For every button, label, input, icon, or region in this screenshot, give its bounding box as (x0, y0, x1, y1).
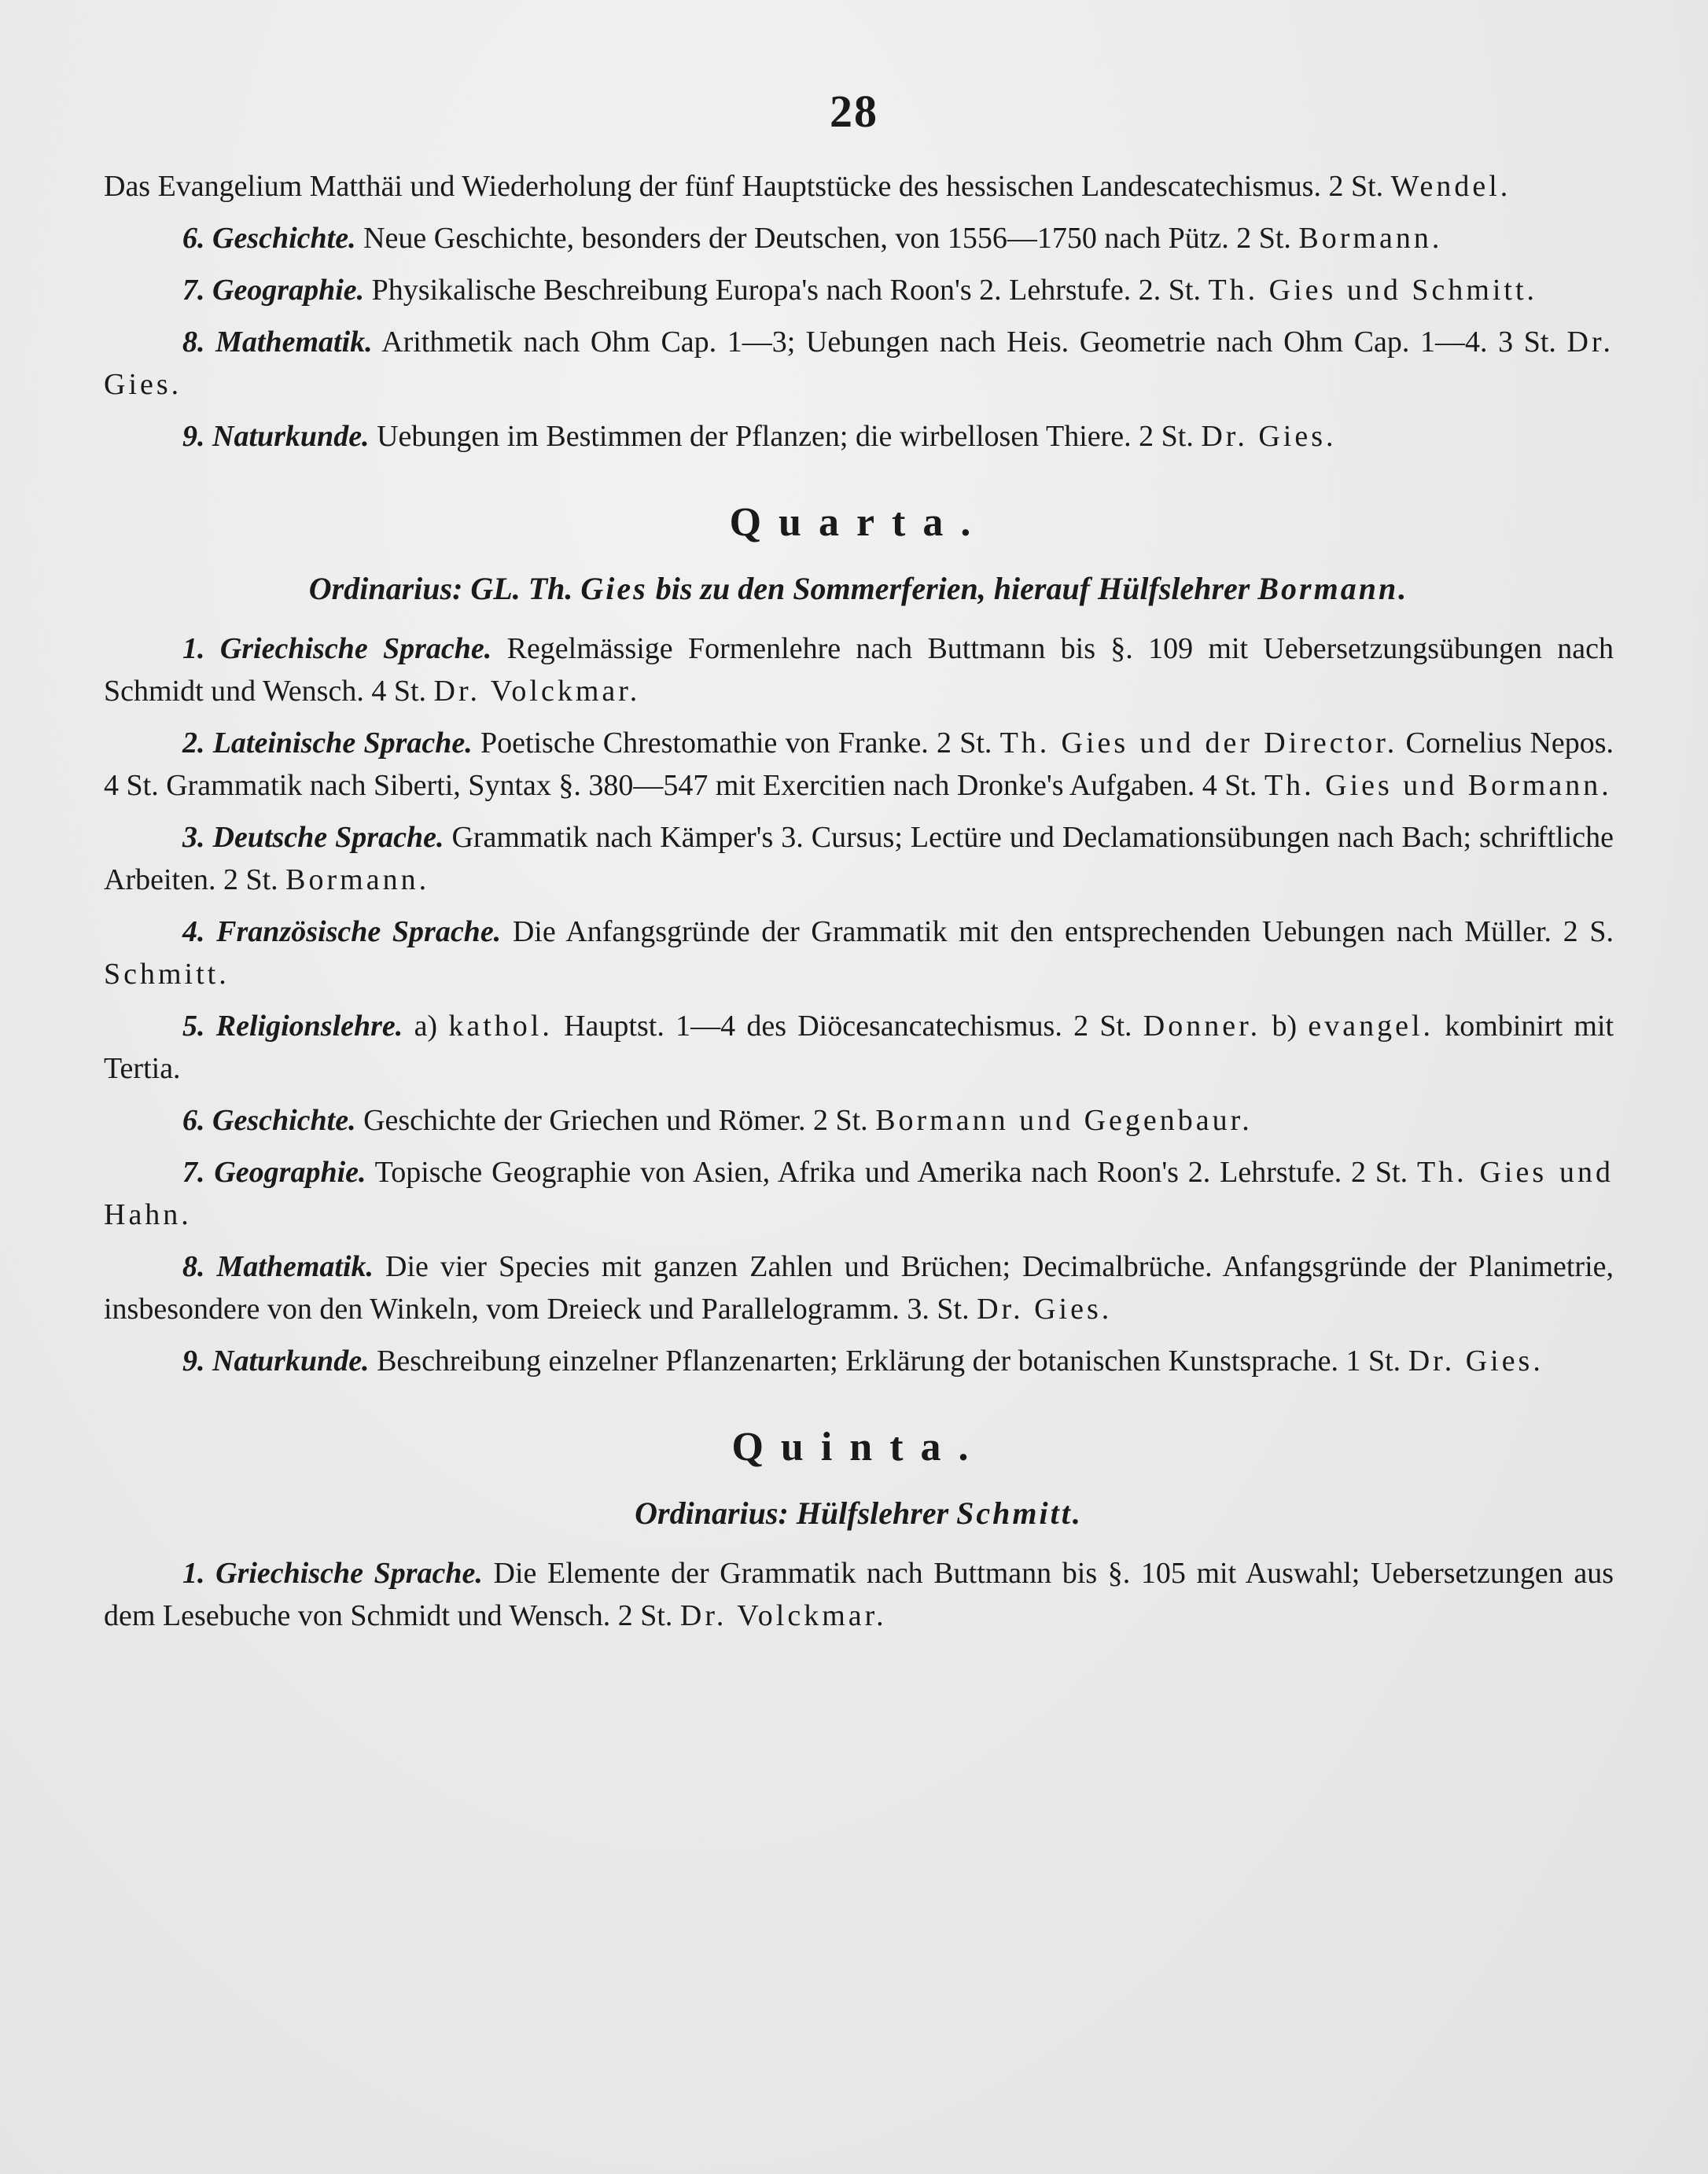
teacher-name: Bormann. (285, 863, 430, 896)
subject-title: Griechische Sprache. (219, 632, 492, 665)
item-text: Regelmässige Formenlehre nach Buttmann bis §. 109 mit Uebersetzungsübungen nach Schmidt und Wensch. 4 St. (104, 632, 1614, 708)
subject-title: Mathematik. (215, 326, 373, 359)
ordinarius-prefix: Ordinarius: Hülfslehrer (635, 1495, 949, 1531)
teacher-name: Dr. Gies. (1201, 420, 1337, 453)
item-text: Die Anfangsgründe der Grammatik mit den entsprechenden Uebungen nach Müller. 2 S. (512, 915, 1614, 948)
teacher-name: Dr. Gies. (1408, 1344, 1544, 1378)
item-text: Grammatik nach Kämper's 3. Cursus; Lectüre und Declamationsübungen nach Bach; schriftliche Arbeiten. 2 St. (104, 821, 1614, 896)
teacher-name: Th. Gies und Bormann. (1264, 769, 1612, 802)
document-body (104, 165, 1614, 1646)
item-number: 6. (182, 1104, 205, 1137)
item-number: 3. (182, 821, 205, 854)
ordinarius-name: Schmitt. (956, 1495, 1083, 1531)
teacher-name: Bormann. (1298, 222, 1443, 255)
item-text: a) (414, 1010, 438, 1043)
course-item (104, 415, 1614, 458)
section-heading-quinta: Quinta. (731, 1425, 986, 1470)
ordinarius-name: Gies (580, 571, 648, 606)
subject-title: Religionslehre. (215, 1010, 403, 1043)
course-item (104, 1552, 1614, 1637)
denomination: kathol. (448, 1010, 553, 1043)
item-text: b) (1272, 1010, 1298, 1043)
item-text: Cornelius Nepos. 4 St. Grammatik nach Siberti, Syntax §. 380—547 mit Exercitien nach Dronke's Aufgaben. 4 St. (104, 727, 1614, 802)
teacher-name: Dr. Volckmar. (433, 675, 641, 708)
item-text: Die Elemente der Grammatik nach Buttmann bis §. 105 mit Auswahl; Uebersetzungen aus dem Lesebuche von Schmidt und Wensch. 2 St. (104, 1557, 1614, 1632)
ordinarius-line-quarta (104, 568, 1614, 610)
item-text: Uebungen im Bestimmen der Pflanzen; die wirbellosen Thiere. 2 St. (377, 420, 1194, 453)
subject-title: Naturkunde. (212, 420, 370, 453)
page-number: 28 (830, 86, 878, 137)
course-item (104, 627, 1614, 712)
ordinarius-middle: bis zu den Sommerferien, hierauf Hülfslehrer (655, 571, 1250, 606)
teacher-name: Th. Gies und Hahn. (104, 1156, 1614, 1231)
teacher-name: Bormann und Gegenbaur. (875, 1104, 1253, 1137)
course-item (104, 269, 1614, 311)
subject-title: Geographie. (212, 274, 365, 307)
teacher-name: Dr. Volckmar. (679, 1599, 887, 1632)
teacher-name: Dr. Gies. (104, 326, 1614, 401)
subject-title: Deutsche Sprache. (212, 821, 444, 854)
item-number: 7. (182, 1156, 205, 1189)
item-number: 6. (182, 222, 205, 255)
item-text: Die vier Species mit ganzen Zahlen und Brüchen; Decimalbrüche. Anfangsgründe der Planimetrie, insbesondere von den Winkeln, vom Dreieck und Parallelogramm. 3. St. (104, 1250, 1614, 1326)
subject-title: Naturkunde. (212, 1344, 370, 1378)
item-number: 7. (182, 274, 205, 307)
item-text: Arithmetik nach Ohm Cap. 1—3; Uebungen nach Heis. Geometrie nach Ohm Cap. 1—4. 3 St. (381, 326, 1556, 359)
teacher-name: Th. Gies und der Director. (999, 727, 1398, 760)
item-number: 1. (182, 1557, 205, 1590)
item-text: Beschreibung einzelner Pflanzenarten; Erklärung der botanischen Kunstsprache. 1 St. (377, 1344, 1401, 1378)
item-number: 8. (182, 326, 205, 359)
course-item (104, 1245, 1614, 1330)
course-item (104, 816, 1614, 901)
course-item (104, 321, 1614, 406)
ordinarius-line-quinta (104, 1492, 1614, 1535)
item-text: Hauptst. 1—4 des Diöcesancatechismus. 2 St. (564, 1010, 1132, 1043)
item-text: Neue Geschichte, besonders der Deutschen, von 1556—1750 nach Pütz. 2 St. (363, 222, 1291, 255)
subject-title: Griechische Sprache. (215, 1557, 483, 1590)
item-number: 4. (182, 915, 205, 948)
item-text: Topische Geographie von Asien, Afrika und Amerika nach Roon's 2. Lehrstufe. 2 St. (374, 1156, 1408, 1189)
section-heading-quarta: Quarta. (729, 500, 988, 545)
course-item (104, 910, 1614, 995)
item-text: Poetische Chrestomathie von Franke. 2 St. (480, 727, 992, 760)
subject-title: Französische Sprache. (216, 915, 502, 948)
teacher-name: Donner. (1143, 1010, 1261, 1043)
course-item (104, 722, 1614, 807)
course-item (104, 1099, 1614, 1142)
teacher-name: Wendel. (1390, 170, 1511, 203)
subject-title: Geschichte. (212, 1104, 356, 1137)
ordinarius-name: Bormann. (1257, 571, 1409, 606)
course-item (104, 1340, 1614, 1382)
item-number: 5. (182, 1010, 205, 1043)
teacher-name: Th. Gies und Schmitt. (1208, 274, 1538, 307)
subject-title: Mathematik. (216, 1250, 374, 1283)
item-text: Geschichte der Griechen und Römer. 2 St. (363, 1104, 868, 1137)
item-number: 9. (182, 420, 205, 453)
paragraph-intro (104, 165, 1614, 208)
course-item (104, 1005, 1614, 1090)
teacher-name: Dr. Gies. (977, 1293, 1113, 1326)
item-number: 2. (182, 727, 205, 760)
item-text: kombinirt mit Tertia. (104, 1010, 1614, 1085)
ordinarius-prefix: Ordinarius: GL. Th. (308, 571, 573, 606)
item-text: Physikalische Beschreibung Europa's nach Roon's 2. Lehrstufe. 2. St. (371, 274, 1201, 307)
subject-title: Lateinische Sprache. (212, 727, 473, 760)
item-number: 9. (182, 1344, 205, 1378)
subject-title: Geographie. (214, 1156, 366, 1189)
item-number: 8. (182, 1250, 205, 1283)
course-item (104, 1151, 1614, 1236)
item-number: 1. (182, 632, 205, 665)
teacher-name: Schmitt. (104, 958, 230, 991)
paragraph-text: Das Evangelium Matthäi und Wiederholung der fünf Hauptstücke des hessischen Landescatechismus. 2 St. (104, 170, 1384, 203)
denomination: evangel. (1308, 1010, 1434, 1043)
course-item (104, 217, 1614, 259)
subject-title: Geschichte. (212, 222, 356, 255)
